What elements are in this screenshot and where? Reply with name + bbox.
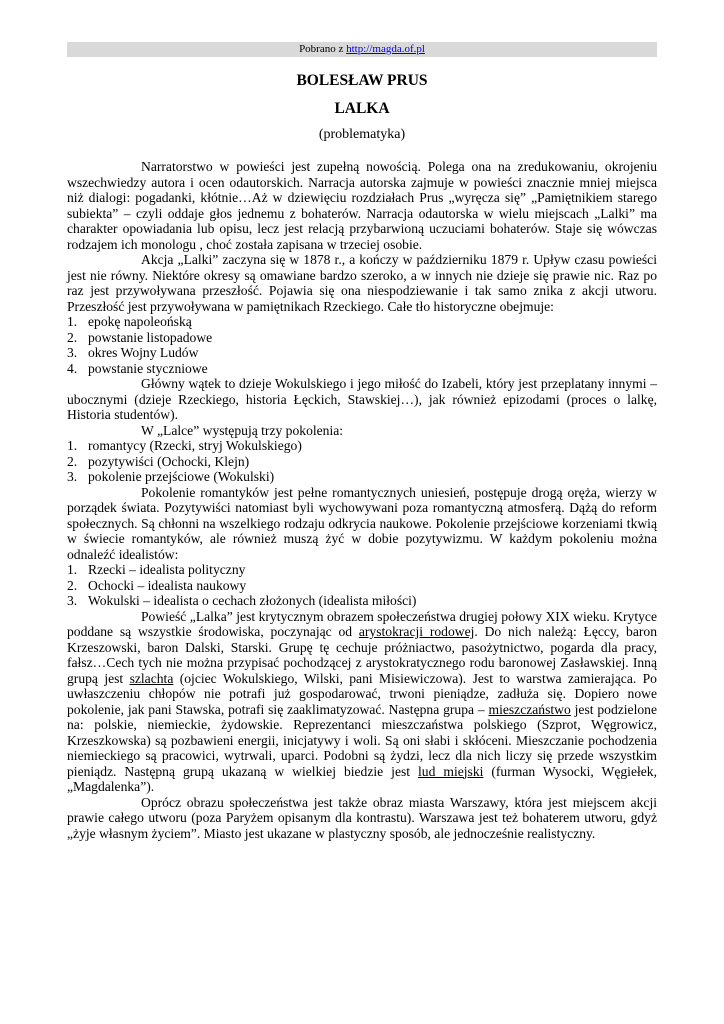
paragraph-generations: W „Lalce” występują trzy pokolenia: xyxy=(141,422,344,438)
paragraph-time: Akcja „Lalki” zaczyna się w 1878 r., a kończy w październiku 1879 r. Upływ czasu powieści jest nie równy. Niektóre okresy są omawiane bardzo szeroko, a w innych nie dzieje się prawie nic. Raz po raz jest przywoływana przeszłość. Pojawia się ona niespodziewanie i tak samo znika z akcji utworu. Przeszłość jest przywoływana w pamiętnikach Rzeckiego. Całe tło historyczne obejmuje: xyxy=(67,252,657,314)
list-item: 1. Rzecki – idealista polityczny xyxy=(67,562,246,577)
title-heading: LALKA xyxy=(334,100,390,117)
history-list xyxy=(67,314,657,376)
generations-list xyxy=(67,438,657,485)
underlined-term: lud miejski xyxy=(418,763,484,779)
list-item: 3. pokolenie przejściowe (Wokulski) xyxy=(67,469,275,484)
list-item: 3. Wokulski – idealista o cechach złożonych (idealista miłości) xyxy=(67,593,417,608)
list-item: 1. romantycy (Rzecki, stryj Wokulskiego) xyxy=(67,438,302,453)
list-item: 2. powstanie listopadowe xyxy=(67,329,213,345)
list-item: 2. pozytywiści (Ochocki, Klejn) xyxy=(67,453,250,469)
paragraph-romantics: Pokolenie romantyków jest pełne romantycznych uniesień, postępuje drogą oręża, wierzy w porządek świata. Pozytywiści natomiast byli wychowywani poza romantyczną atmosferą. Dążą do reform społecznych. Są chłonni na wszelkiego rodzaju odkrycia naukowe. Pokolenie przejściowe korzeniami tkwią w świecie romantyków, ale również muszą żyć w dobie pozytywizmu. W każdym pokoleniu można odnaleźć idealistów: xyxy=(67,484,657,562)
underlined-term: szlachta xyxy=(129,670,174,686)
article-body xyxy=(67,159,657,841)
header-prefix: Pobrano z xyxy=(299,43,347,55)
list-item: 4. powstanie styczniowe xyxy=(67,360,208,376)
paragraph-plot: Główny wątek to dzieje Wokulskiego i jego miłość do Izabeli, który jest przeplatany innymi – ubocznymi (dzieje Rzeckiego, historia Łęckich, Stawskiej…), jak również epizodami (proces o lalkę, Historia studentów). xyxy=(67,376,657,422)
list-item: 3. okres Wojny Ludów xyxy=(67,345,199,360)
author-heading: BOLESŁAW PRUS xyxy=(296,72,428,89)
download-header xyxy=(67,42,657,57)
paragraph-society: Powieść „Lalka” jest krytycznym obrazem społeczeństwa drugiej połowy XIX wieku. Krytyce poddane są wszystkie środowiska, poczynając od arystokracji rodowej. Do nich należą: Łęccy, baron Krzeszowski, baron Dalski, Starski. Grupę tę cechuje próżniactwo, pasożytnictwo, pogarda dla pracy, fałsz…Cech tych nie można przypisać pochodzącej z arystokratycznego rodu baronowej Zasławskiej. Inną grupą jest szlachta (ojciec Wokulskiego, Wilski, pani Misiewiczowa). Jest to warstwa zamierająca. Po uwłaszczeniu chłopów nie potrafi już gospodarować, trwoni pieniądze, zadłuża się. Dopiero nowe pokolenie, jak pani Stawska, potrafi się zaaklimatyzować. Następna grupa – mieszczaństwo jest podzielone na: polskie, niemieckie, żydowskie. Reprezentanci mieszczaństwa polskiego (Szprot, Węgrowicz, Krzeszkowska) są pozbawieni energii, inicjatywy i woli. Są oni słabi i skłóceni. Mieszczanie pochodzenia niemieckiego są pracowici, wytrwali, uparci. Podobni są żydzi, lecz dla nich liczy się przede wszystkim pieniądz. Następną grupą ukazaną w wielkiej biedzie jest lud miejski (furman Wysocki, Węgiełek, „Magdalenka”). xyxy=(67,608,658,794)
paragraph-narration: Narratorstwo w powieści jest zupełną nowością. Polega ona na zredukowaniu, okrojeniu wszechwiedzy autora i ocen odautorskich. Narracja autorska zajmuje w powieści znacznie mniej miejsca niż dialogi: pogadanki, kłótnie…Aż w dziewięciu rozdziałach Prus „wyręcza się” „Pamiętnikiem starego subiekta” – czyli oddaje głos jednemu z bohaterów. Narracja odautorska w wielu miejscach „Lalki” ma charakter opowiadania lub opisu, lecz jest relacją przybarwioną uczuciami bohaterów. Staje się wówczas rodzajem ich monologu , choć została zapisana w trzeciej osobie. xyxy=(67,159,657,252)
list-item: 1. epokę napoleońską xyxy=(67,314,192,329)
underlined-term: mieszczaństwo xyxy=(488,701,571,717)
list-item: 2. Ochocki – idealista naukowy xyxy=(67,577,247,593)
document-page xyxy=(67,42,657,841)
source-link[interactable]: http://magda.of.pl xyxy=(346,43,425,55)
paragraph-warsaw: Oprócz obrazu społeczeństwa jest także obraz miasta Warszawy, która jest miejscem akcji prawie całego utworu (poza Paryżem opisanym dla kontrastu). Warszawa jest też bohaterem utworu, gdyż „żyje własnym życiem”. Miasto jest ukazane w plastyczny sposób, ale jednocześnie realistyczny. xyxy=(67,794,657,841)
underlined-term: arystokracji rodowej xyxy=(358,624,475,639)
idealists-list xyxy=(67,562,657,609)
subtitle: (problematyka) xyxy=(318,127,406,142)
